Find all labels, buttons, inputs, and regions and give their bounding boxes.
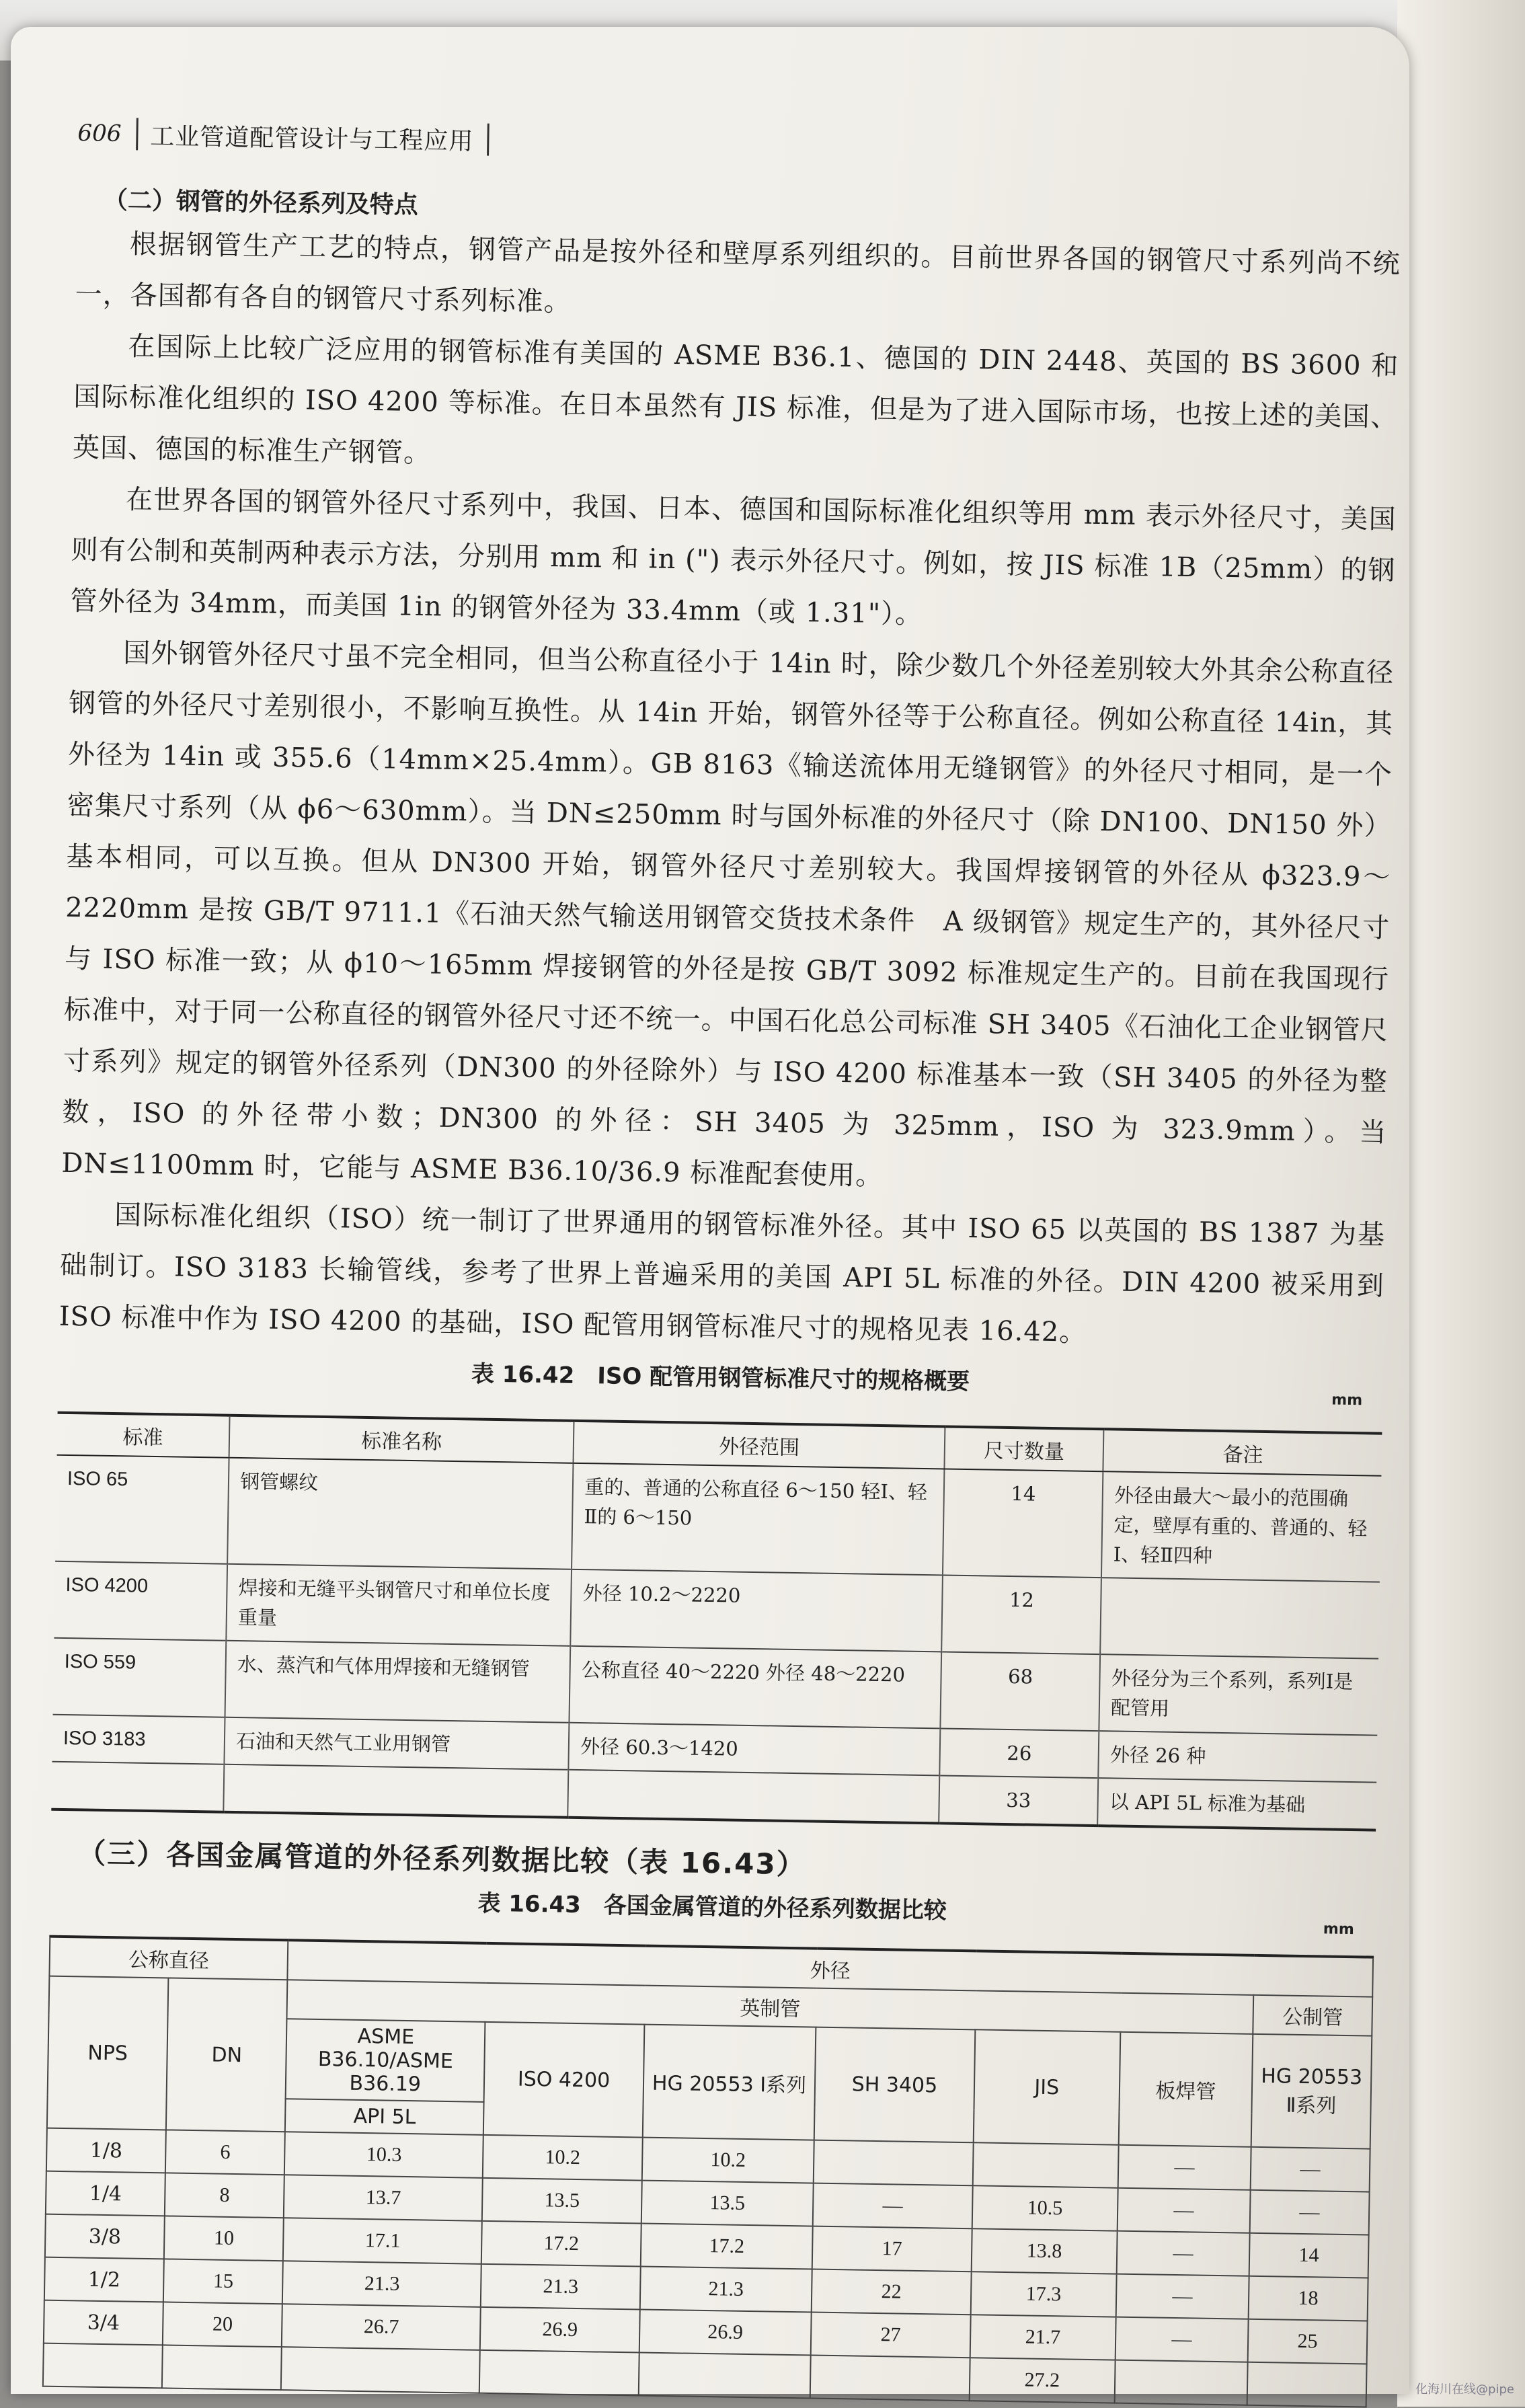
cell-sh: 27	[811, 2313, 970, 2358]
cell-iso: 17.2	[481, 2221, 641, 2267]
cell-note: 外径分为三个系列，系列Ⅰ是配管用	[1099, 1654, 1378, 1735]
cell-range: 外径 10.2～2220	[571, 1569, 943, 1652]
iso-spec-table	[51, 1411, 1382, 1832]
section-heading: （二）钢管的外径系列及特点	[103, 186, 419, 219]
header-divider-right	[487, 124, 490, 156]
column-header: 标准	[57, 1413, 230, 1458]
cell-iso: 10.2	[483, 2135, 642, 2181]
cell-hg-2: —	[1250, 2147, 1370, 2192]
cell-jis: 17.3	[970, 2271, 1116, 2317]
cell-count: 12	[941, 1575, 1101, 1654]
cell-jis: 27.2	[969, 2358, 1115, 2403]
cell-iso: 21.3	[481, 2264, 640, 2310]
cell-note: 外径 26 种	[1099, 1731, 1378, 1782]
header-sh: SH 3405	[814, 2027, 975, 2143]
column-header: 尺寸数量	[944, 1426, 1103, 1471]
column-header: 外径范围	[574, 1421, 945, 1469]
cell-count: 33	[939, 1775, 1098, 1826]
cell-asme	[281, 2347, 480, 2393]
cell-plate: —	[1116, 2274, 1249, 2319]
cell-hg-1: 10.2	[641, 2138, 814, 2183]
section-heading: （三）各国金属管道的外径系列数据比较（表 16.43）	[77, 1836, 807, 1881]
cell-range: 公称直径 40～2220 外径 48～2220	[570, 1646, 941, 1729]
cell-name: 焊接和无缝平头钢管尺寸和单位长度重量	[226, 1564, 572, 1646]
header-hg-1: HG 20553 Ⅰ系列	[642, 2025, 816, 2140]
cell-count: 68	[940, 1652, 1100, 1731]
cell-dn	[162, 2345, 282, 2390]
cell-jis: 10.5	[972, 2185, 1118, 2230]
paragraph: 根据钢管生产工艺的特点，钢管产品是按外径和壁厚系列组织的。目前世界各国的钢管尺寸系列尚不统一，各国都有各自的钢管尺寸系列标准。	[75, 229, 1401, 318]
header-divider	[136, 118, 139, 150]
cell-dn: 10	[164, 2216, 284, 2261]
cell-jis	[972, 2142, 1118, 2187]
cell-hg-1: 13.5	[641, 2181, 814, 2226]
cell-name: 钢管螺纹	[227, 1458, 574, 1569]
column-header: 备注	[1103, 1429, 1382, 1475]
adjacent-page	[1397, 0, 1525, 2407]
header-od: 外径	[288, 1940, 1374, 1996]
header-iso: ISO 4200	[483, 2022, 644, 2138]
cell-note: 以 API 5L 标准为基础	[1097, 1778, 1376, 1830]
cell-plate: —	[1116, 2317, 1249, 2362]
column-header: 标准名称	[229, 1415, 574, 1463]
cell-iso	[479, 2350, 639, 2396]
cell-hg-1: 21.3	[639, 2267, 812, 2313]
cell-standard: ISO 4200	[54, 1561, 227, 1641]
watermark-text: 化海川在线@pipe	[1415, 2382, 1514, 2397]
cell-plate	[1115, 2360, 1248, 2405]
cell-iso: 26.9	[480, 2307, 639, 2353]
cell-jis: 13.8	[971, 2228, 1117, 2274]
cell-range: 外径 60.3～1420	[569, 1723, 941, 1776]
header-api: API 5L	[285, 2099, 484, 2135]
cell-count: 26	[939, 1728, 1099, 1778]
cell-nps: 1/4	[46, 2171, 165, 2216]
cell-plate: —	[1118, 2188, 1251, 2233]
cell-sh: 22	[812, 2269, 971, 2315]
cell-asme: 21.3	[282, 2261, 481, 2307]
header-asme: ASME B36.10/ASME B36.19	[286, 2019, 485, 2102]
table-unit: mm	[1323, 1920, 1354, 1939]
cell-sh: —	[813, 2183, 972, 2229]
cell-hg-2	[1247, 2362, 1366, 2407]
cell-standard: ISO 3183	[52, 1715, 225, 1764]
body-text	[58, 218, 1401, 1363]
cell-asme: 17.1	[283, 2218, 482, 2264]
cell-asme: 10.3	[284, 2132, 483, 2178]
cell-dn: 6	[165, 2130, 285, 2175]
cell-nps: 1/2	[44, 2257, 164, 2302]
paragraph: 国外钢管外径尺寸虽不完全相同，但当公称直径小于 14in 时，除少数几个外径差别较大外其余公称直径钢管的外径尺寸差别很小，不影响互换性。从 14in 开始，钢管外径等于公称直径。例如公称直径 14in，其外径为 14in 或 355.6（14mm×25.4mm）。GB 8163《输送流体用无缝钢管》的外径尺寸相同，是一个密集尺寸系列（从 ϕ6～630mm）。当 DN≤250mm 时与国外标准的外径尺寸（除 DN100、DN150 外）基本相同，可以互换。但从 DN300 开始，钢管外径尺寸差别较大。我国焊接钢管的外径从 ϕ323.9～2220mm 是按 GB/T 9711.1《石油天然气输送用钢管交货技术条件 A 级钢管》规定生产的，其外径尺寸与 ISO 标准一致；从 ϕ10～165mm 焊接钢管的外径是按 GB/T 3092 标准规定生产的。目前在我国现行标准中，对于同一公称直径的钢管外径尺寸还不统一。中国石化总公司标准 SH 3405《石油化工企业钢管尺寸系列》规定的钢管外径系列（DN300 的外径除外）与 ISO 4200 标准基本一致（SH 3405 的外径为整数，ISO 的外径带小数；DN300 的外径：SH 3405 为 325mm，ISO 为 323.9mm）。当 DN≤1100mm 时，它能与 ASME B36.10/36.9 标准配套使用。	[61, 637, 1395, 1192]
cell-sh	[810, 2356, 970, 2401]
cell-range	[568, 1770, 940, 1824]
cell-note	[1100, 1578, 1379, 1658]
book-title: 工业管道配管设计与工程应用	[150, 122, 474, 155]
table-caption-text: 表 16.43 各国金属管道的外径系列数据比较	[477, 1890, 947, 1925]
header-hg-2: HG 20553 Ⅱ系列	[1251, 2034, 1372, 2149]
header-dn: DN	[166, 1978, 288, 2132]
cell-asme: 26.7	[282, 2304, 481, 2350]
cell-dn: 8	[165, 2173, 284, 2218]
cell-hg-2: 25	[1247, 2319, 1367, 2364]
cell-plate: —	[1117, 2231, 1250, 2276]
paragraph: 国际标准化组织（ISO）统一制订了世界通用的钢管标准外径。其中 ISO 65 以英国的 BS 1387 为基础制订。ISO 3183 长输管线，参考了世界上普遍采用的美国 API 5L 标准的外径。DIN 4200 被采用到 ISO 标准中作为 ISO 4200 的基础，ISO 配管用钢管标准尺寸的规格见表 16.42。	[58, 1200, 1386, 1348]
cell-nps	[43, 2343, 163, 2388]
od-comparison-table	[42, 1935, 1374, 2408]
cell-standard: ISO 65	[55, 1455, 229, 1564]
cell-dn: 15	[163, 2259, 283, 2304]
cell-jis: 21.7	[970, 2315, 1116, 2360]
cell-range: 重的、普通的公称直径 6～150 轻Ⅰ、轻Ⅱ的 6～150	[572, 1463, 944, 1576]
cell-note: 外径由最大～最小的范围确定，壁厚有重的、普通的、轻Ⅰ、轻Ⅱ四种	[1101, 1471, 1381, 1582]
cell-hg-1: 17.2	[640, 2224, 813, 2269]
cell-standard	[51, 1762, 224, 1812]
paragraph: 在世界各国的钢管外径尺寸系列中，我国、日本、德国和国际标准化组织等用 mm 表示外径尺寸，美国则有公制和英制两种表示方法，分别用 mm 和 in (") 表示外径尺寸。例如，按 JIS 标准 1B（25mm）的钢管外径为 34mm，而美国 1in 的钢管外径为 33.4mm（或 1.31"）。	[70, 484, 1397, 630]
page-number: 606	[77, 119, 122, 148]
header-jis: JIS	[973, 2029, 1120, 2144]
header-nominal: 公称直径	[49, 1937, 288, 1980]
cell-hg-1: 26.9	[639, 2310, 812, 2356]
book-page	[11, 27, 1409, 2394]
header-nps: NPS	[47, 1976, 169, 2130]
cell-asme: 13.7	[284, 2175, 483, 2221]
cell-name	[223, 1764, 568, 1818]
cell-name: 水、蒸汽和气体用焊接和无缝钢管	[225, 1641, 571, 1723]
cell-hg-2: 18	[1248, 2276, 1368, 2321]
cell-plate: —	[1118, 2145, 1251, 2190]
header-inch: 英制管	[287, 1980, 1253, 2034]
header-plate: 板焊管	[1119, 2032, 1253, 2147]
cell-count: 14	[943, 1469, 1103, 1578]
cell-nps: 1/8	[46, 2128, 166, 2173]
cell-nps: 3/8	[45, 2214, 165, 2259]
paragraph: 在国际上比较广泛应用的钢管标准有美国的 ASME B36.1、德国的 DIN 2448、英国的 BS 3600 和国际标准化组织的 ISO 4200 等标准。在日本虽然有 JIS 标准，但是为了进入国际市场，也按上述的美国、英国、德国的标准生产钢管。	[72, 331, 1399, 469]
cell-nps: 3/4	[44, 2300, 163, 2345]
table-caption-text: 表 16.42 ISO 配管用钢管标准尺寸的规格概要	[471, 1360, 970, 1396]
cell-sh: 17	[812, 2226, 972, 2272]
cell-hg-2: 14	[1249, 2233, 1368, 2278]
running-header	[77, 111, 1403, 176]
cell-name: 石油和天然气工业用钢管	[225, 1717, 570, 1770]
table-unit: mm	[1331, 1391, 1363, 1409]
cell-hg-1	[638, 2353, 811, 2399]
cell-hg-2: —	[1249, 2190, 1369, 2235]
cell-standard: ISO 559	[53, 1638, 227, 1717]
cell-sh	[814, 2140, 973, 2186]
header-metric: 公制管	[1253, 1995, 1372, 2036]
cell-iso: 13.5	[482, 2178, 641, 2224]
page-content	[42, 111, 1403, 2408]
cell-dn: 20	[163, 2302, 282, 2347]
table-row	[55, 1455, 1381, 1582]
